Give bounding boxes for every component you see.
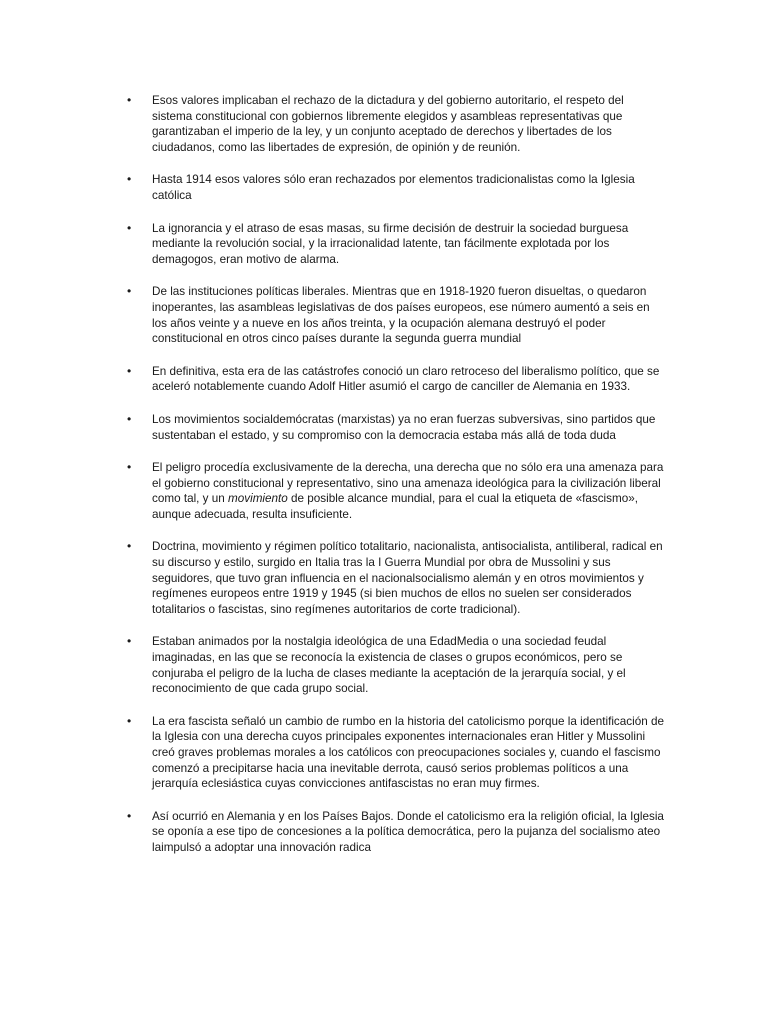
paragraph-text-before: El peligro procedía exclusivamente de la derecha, una derecha que no sólo era una amenaza para el gobierno constitucional y representativo, sino una amenaza ideológica para la civilización liberal como tal, y un	[152, 461, 664, 506]
list-item	[0, 284, 768, 346]
paragraph-text: Doctrina, movimiento y régimen político totalitario, nacionalista, antisocialista, antiliberal, radical en su discurso y estilo, surgido en Italia tras la I Guerra Mundial por obra de Mussolini y sus seguidores, que tuvo gran influencia en el nacionalsocialismo alemán y en otros movimientos y regímenes europeos entre 1919 y 1945 (si bien muchos de ellos no suelen ser considerados totalitarios o fascistas, sino regímenes autoritarios de corte tradicional).	[152, 540, 663, 616]
list-item	[0, 809, 768, 856]
paragraph-text: Esos valores implicaban el rechazo de la dictadura y del gobierno autoritario, el respeto del sistema constitucional con gobiernos libremente elegidos y asambleas representativas que garantizaban el imperio de la ley, y un conjunto aceptado de derechos y libertades de los ciudadanos, como las libertades de expresión, de opinión y de reunión.	[152, 94, 624, 154]
list-item	[0, 172, 768, 203]
paragraph-text: De las instituciones políticas liberales. Mientras que en 1918-1920 fueron disueltas, o quedaron inoperantes, las asambleas legislativas de dos países europeos, ese número aumentó a seis en los años veinte y a nueve en los años treinta, y la ocupación alemana destruyó el poder constitucional en otros cinco países durante la segunda guerra mundial	[152, 285, 650, 346]
bullet-icon: •	[127, 460, 132, 475]
list-item	[0, 364, 768, 395]
list-item	[0, 460, 768, 522]
bullet-icon: •	[127, 172, 132, 187]
list-item	[0, 714, 768, 792]
bullet-list	[0, 93, 768, 873]
paragraph-text: Estaban animados por la nostalgia ideológica de una EdadMedia o una sociedad feudal imaginadas, en las que se reconocía la existencia de clases o grupos económicos, pero se conjuraba el peligro de la lucha de clases mediante la aceptación de la jerarquía social, y el reconocimiento de que cada grupo social.	[152, 635, 626, 696]
bullet-icon: •	[127, 634, 132, 649]
bullet-icon: •	[127, 93, 132, 107]
list-item	[0, 634, 768, 696]
list-item	[0, 412, 768, 443]
paragraph-text: Así ocurrió en Alemania y en los Países Bajos. Donde el catolicismo era la religión oficial, la Iglesia se oponía a ese tipo de concesiones a la política democrática, pero la pujanza del socialismo ateo laimpulsó a adoptar una innovación radica	[152, 809, 664, 854]
list-item	[0, 539, 768, 617]
bullet-icon: •	[127, 808, 132, 823]
bullet-icon: •	[127, 220, 132, 235]
paragraph-text: Hasta 1914 esos valores sólo eran rechazados por elementos tradicionalistas como la Iglesia católica	[152, 173, 635, 202]
paragraph-text: La ignorancia y el atraso de esas masas, su firme decisión de destruir la sociedad burguesa mediante la revolución social, y la irracionalidad latente, tan fácilmente explotada por los demagogos, eran motivo de alarma.	[152, 221, 629, 266]
bullet-icon: •	[127, 411, 132, 426]
paragraph-text: Los movimientos socialdemócratas (marxistas) ya no eran fuerzas subversivas, sino partidos que sustentaban el estado, y su compromiso con la democracia estaba más allá de toda duda	[152, 412, 656, 442]
paragraph-text	[152, 461, 663, 521]
list-item	[0, 93, 768, 155]
list-item	[0, 221, 768, 268]
bullet-icon: •	[127, 284, 132, 299]
italic-term: movimiento	[228, 492, 288, 506]
bullet-icon: •	[127, 713, 132, 728]
paragraph-text-after: de posible alcance mundial, para el cual la etiqueta de «fascismo», aunque adecuada, resulta insuficiente.	[152, 492, 638, 521]
bullet-icon: •	[127, 539, 132, 554]
paragraph-text: En definitiva, esta era de las catástrofes conoció un claro retroceso del liberalismo político, que se aceleró notablemente cuando Adolf Hitler asumió el cargo de canciller de Alemania en 1933.	[152, 364, 660, 394]
paragraph-text: La era fascista señaló un cambio de rumbo en la historia del catolicismo porque la identificación de la Iglesia con una derecha cuyos principales exponentes internacionales eran Hitler y Mussolini creó graves problemas morales a los católicos con preocupaciones sociales y, cuando el fascismo comenzó a precipitarse hacia una inevitable derrota, causó serios problemas políticos a una jerarquía eclesiástica cuyas convicciones antifascistas no eran muy firmes.	[152, 714, 664, 791]
bullet-icon: •	[127, 363, 132, 378]
